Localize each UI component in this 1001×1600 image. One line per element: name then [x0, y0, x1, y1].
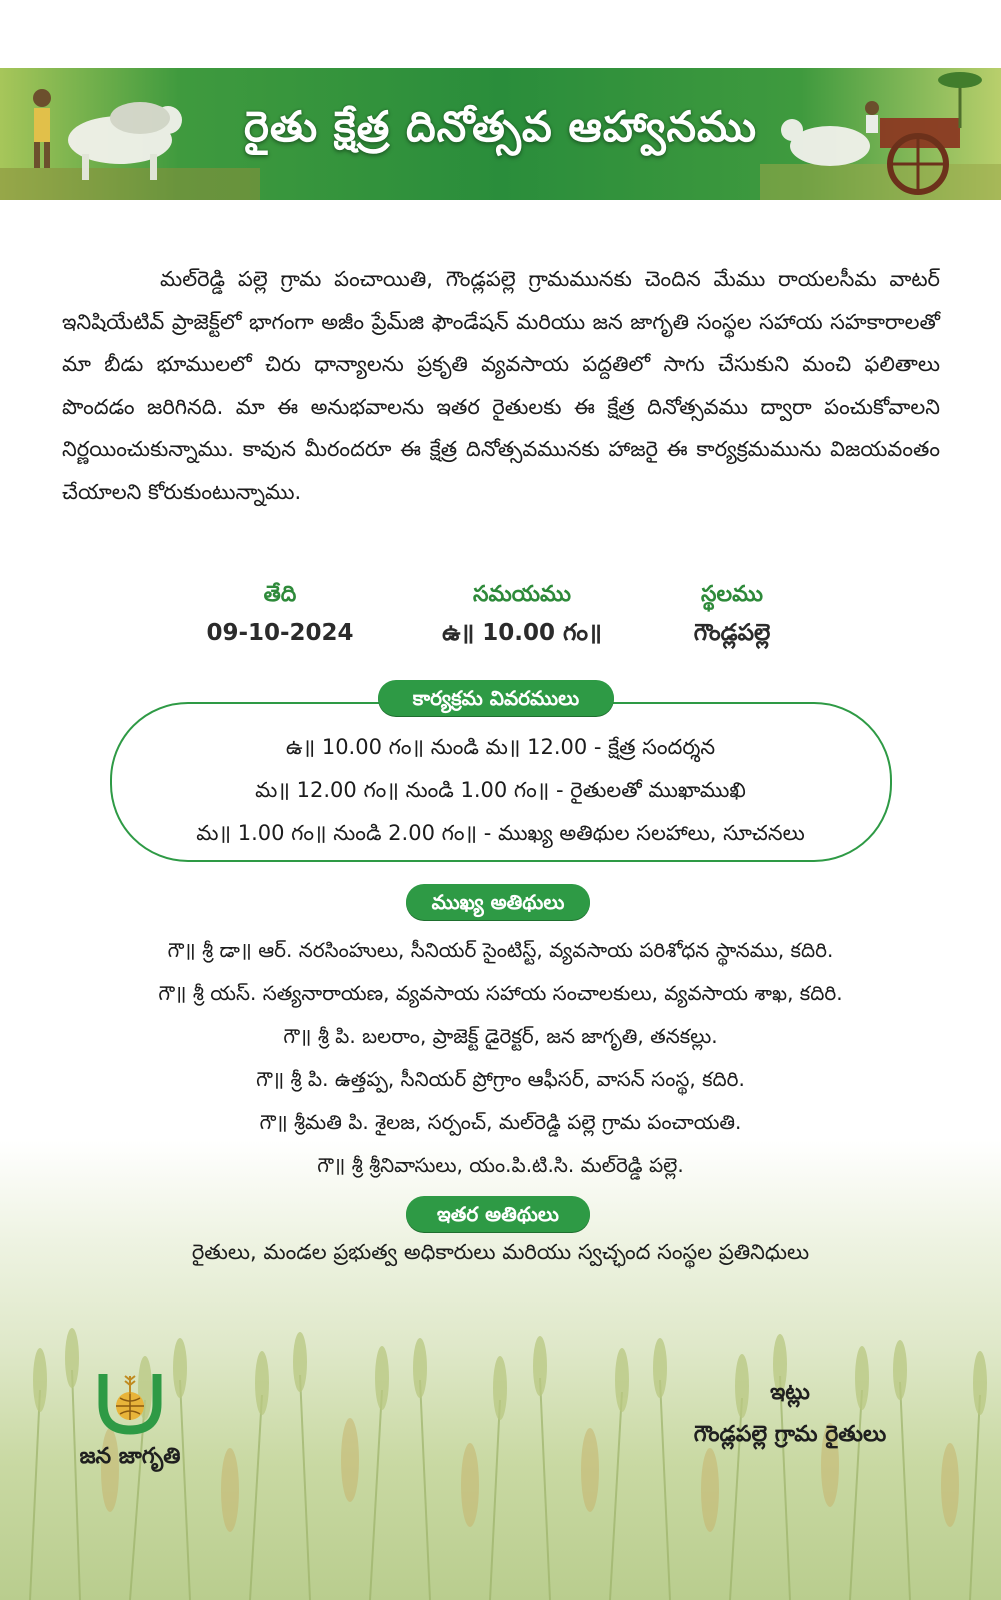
other-guests-line: రైతులు, మండల ప్రభుత్వ అధికారులు మరియు స్వచ్ఛంద సంస్థల ప్రతినిధులు	[191, 1240, 810, 1264]
chief-guest-line: గౌ॥ శ్రీ పి. బలరాం, ప్రాజెక్ట్ డైరెక్టర్, జన జాగృతి, తనకల్లు.	[283, 1024, 718, 1048]
programme-line: మ॥ 12.00 గం॥ నుండి 1.00 గం॥ - రైతులతో ముఖాముఖి	[255, 778, 746, 802]
signature-line-2: గౌండ్లపల్లె గ్రామ రైతులు	[693, 1422, 887, 1447]
intro-paragraph: మల్‌రెడ్డి పల్లె గ్రామ పంచాయితి, గౌండ్లపల్లె గ్రామమునకు చెందిన మేము రాయలసీమ వాటర్ ఇనిషియేటివ్ ప్రాజెక్ట్‌లో భాగంగా అజీం ప్రేమ్‌జి ఫౌండేషన్ మరియు జన జాగృతి సంస్థల సహాయ సహకారాలతో మా బీడు భూములలో చిరు ధాన్యాలను ప్రకృతి వ్యవసాయ పద్దతిలో సాగు చేసుకుని మంచి ఫలితాలు పొందడం జరిగినది. మా ఈ అనుభవాలను ఇతర రైతులకు ఈ క్షేత్ర దినోత్సవము ద్వారా పంచుకోవాలని నిర్ణయించుకున్నాము. కావున మీరందరూ ఈ క్షేత్ర దినోత్సవమునకు హాజరై ఈ కార్యక్రమమును విజయవంతం చేయాలని కోరుకుంటున్నాము.	[62, 267, 940, 504]
programme-heading: కార్యక్రమ వివరములు	[378, 680, 614, 716]
signature-line-1: ఇట్లు	[770, 1380, 810, 1405]
programme-line: మ॥ 1.00 గం॥ నుండి 2.00 గం॥ - ముఖ్య అతిథుల సలహాలు, సూచనలు	[196, 821, 805, 845]
organization-logo-icon	[95, 1370, 165, 1436]
chief-guest-line: గౌ॥ శ్రీ పి. ఉత్తప్ప, సీనియర్ ప్రోగ్రాం ఆఫీసర్, వాసన్ సంస్థ, కదిరి.	[256, 1067, 745, 1091]
programme-line: ఉ॥ 10.00 గం॥ నుండి మ॥ 12.00 - క్షేత్ర సందర్శన	[285, 735, 716, 759]
date-block	[150, 582, 410, 646]
page-title: రైతు క్షేత్ర దినోత్సవ ఆహ్వానము	[243, 102, 757, 151]
time-label: సమయము	[473, 582, 571, 607]
chief-guests-heading: ముఖ్య అతిథులు	[406, 884, 590, 920]
place-block	[602, 582, 862, 652]
date-value: 09-10-2024	[206, 620, 354, 646]
chief-guest-line: గౌ॥ శ్రీ శ్రీనివాసులు, యం.పి.టి.సి. మల్‌రెడ్డి పల్లె.	[317, 1153, 684, 1177]
time-value: ఉ॥ 10.00 గం॥	[442, 620, 602, 646]
date-label: తేది	[263, 582, 297, 607]
place-label: స్థలము	[701, 582, 763, 607]
chief-guest-line: గౌ॥ శ్రీ డా॥ ఆర్. నరసింహులు, సీనియర్ సైంటిస్ట్, వ్యవసాయ పరిశోధన స్థానము, కదిరి.	[167, 938, 834, 962]
chief-guest-line: గౌ॥ శ్రీమతి పి. శైలజ, సర్పంచ్, మల్‌రెడ్డి పల్లె గ్రామ పంచాయతి.	[259, 1110, 742, 1134]
jana-jagruthi-logo	[60, 1370, 200, 1474]
header-banner	[0, 68, 1001, 200]
chief-guest-line: గౌ॥ శ్రీ యస్. సత్యనారాయణ, వ్యవసాయ సహాయ సంచాలకులు, వ్యవసాయ శాఖ, కదిరి.	[158, 981, 843, 1005]
logo-label: జన జాగృతి	[79, 1444, 181, 1469]
signature-block	[640, 1380, 940, 1452]
place-value: గౌండ్లపల్లె	[693, 620, 771, 646]
other-guests-heading: ఇతర అతిథులు	[406, 1196, 590, 1232]
